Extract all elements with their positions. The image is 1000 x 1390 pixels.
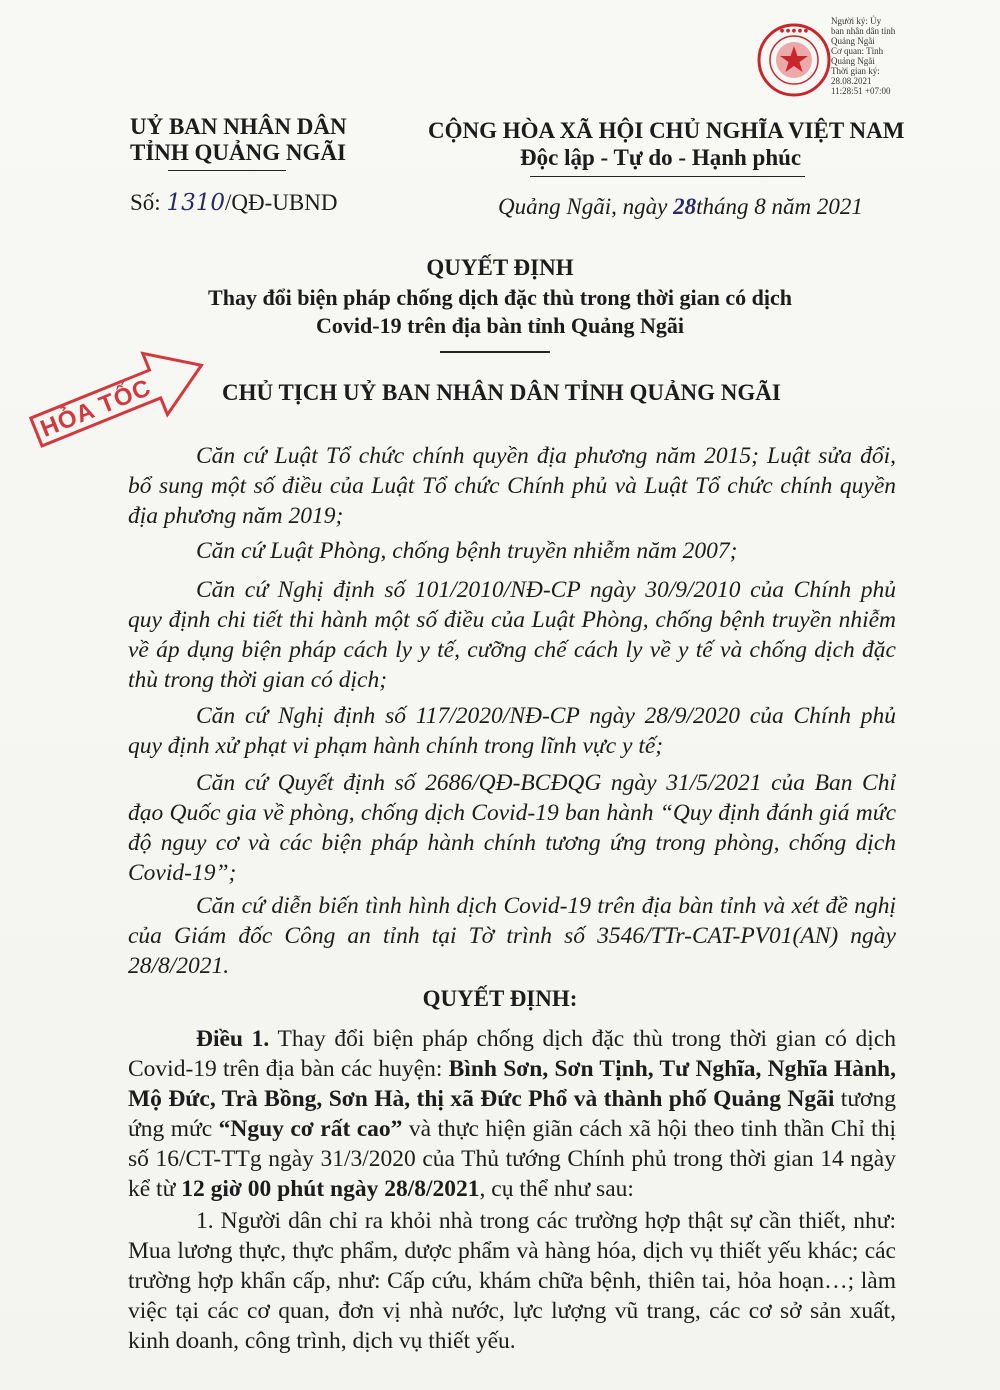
date-prefix: Quảng Ngãi, ngày bbox=[498, 194, 674, 219]
urgent-stamp-text: HỎA TỐC bbox=[36, 374, 156, 443]
article-1-risk-level: “Nguy cơ rất cao” bbox=[218, 1116, 403, 1142]
preamble-text: Căn cứ diễn biến tình hình dịch Covid-19 trên địa bàn tỉnh và xét đề nghị của Giám đốc Công an tỉnh tại Tờ trình số 3546/TTr-CAT-PV01(AN) ngày 28/8/2021. bbox=[128, 893, 896, 979]
document-date bbox=[498, 194, 863, 220]
number-handwritten: 1310 bbox=[166, 190, 225, 216]
preamble-text: Căn cứ Quyết định số 2686/QĐ-BCĐQG ngày 31/5/2021 của Ban Chỉ đạo Quốc gia về phòng, chống dịch Covid-19 ban hành “Quy định đánh giá mức độ nguy cơ và các biện pháp hành chính tương ứng trong phòng, chống dịch Covid-19”; bbox=[128, 770, 896, 886]
date-rest: tháng 8 năm 2021 bbox=[696, 194, 863, 219]
urgent-stamp bbox=[18, 344, 218, 454]
signature-meta-line: 11:28:51 +07:00 bbox=[831, 86, 891, 96]
decision-heading: QUYẾT ĐỊNH: bbox=[422, 986, 578, 1011]
signature-meta-line: ban nhân dân tỉnh bbox=[831, 26, 896, 36]
article-1-text: và thực hiện giãn cách xã hội theo tinh thần Chỉ thị số 16/CT-TTg ngày 31/3/2020 của Thủ tướng Chính phủ trong thời gian 14 ngày kể từ bbox=[128, 1116, 896, 1202]
preamble-text: Căn cứ Luật Tổ chức chính quyền địa phương năm 2015; Luật sửa đổi, bổ sung một số điều của Luật Tổ chức Chính phủ và Luật Tổ chức chính quyền địa phương năm 2019; bbox=[128, 443, 896, 529]
preamble-paragraph bbox=[128, 701, 896, 761]
motto-underline bbox=[530, 176, 805, 177]
preamble-paragraph bbox=[128, 536, 896, 566]
item-1-text: 1. Người dân chỉ ra khỏi nhà trong các trường hợp thật sự cần thiết, như: Mua lương thực, thực phẩm, dược phẩm và hàng hóa, dịch vụ thiết yếu khác; các trường hợp khẩn cấp, như: Cấp cứu, khám chữa bệnh, thiên tai, hỏa hoạn…; làm việc tại các cơ quan, đơn vị nhà nước, lực lượng vũ trang, các cơ sở sản xuất, kinh doanh, công trình, dịch vụ thiết yếu. bbox=[128, 1208, 896, 1354]
signature-meta-line: Quảng Ngãi bbox=[831, 36, 875, 46]
article-1-start-time: 12 giờ 00 phút ngày 28/8/2021 bbox=[181, 1176, 480, 1202]
article-1-text: tương ứng mức bbox=[128, 1086, 896, 1142]
number-prefix: Số: bbox=[130, 190, 167, 215]
article-1-districts: Bình Sơn, Sơn Tịnh, Tư Nghĩa, Nghĩa Hành, Mộ Đức, Trà Bồng, Sơn Hà, thị xã Đức Phổ và thành phố Quảng Ngãi bbox=[128, 1056, 896, 1112]
article-1-label: Điều 1. bbox=[196, 1026, 270, 1052]
preamble-paragraph bbox=[128, 891, 896, 981]
preamble-text: Căn cứ Nghị định số 101/2010/NĐ-CP ngày 30/9/2010 của Chính phủ quy định chi tiết thi hành một số điều của Luật Phòng, chống bệnh truyền nhiễm về áp dụng biện pháp cách ly y tế, cưỡng chế cách ly về y tế và chống dịch đặc thù trong thời gian có dịch; bbox=[128, 577, 896, 693]
preamble-text: Căn cứ Nghị định số 117/2020/NĐ-CP ngày 28/9/2020 của Chính phủ quy định xử phạt vi phạm hành chính trong lĩnh vực y tế; bbox=[128, 703, 896, 759]
signature-metadata bbox=[831, 16, 921, 96]
nation-title: CỘNG HÒA XÃ HỘI CHỦ NGHĨA VIỆT NAM bbox=[428, 118, 905, 143]
article-1-text: Thay đổi biện pháp chống dịch đặc thù trong thời gian có dịch Covid-19 trên địa bàn các huyện: bbox=[128, 1026, 897, 1082]
signature-meta-line: Thời gian ký: bbox=[831, 66, 880, 76]
number-suffix: /QĐ-UBND bbox=[224, 190, 338, 215]
agency-name-line1: UỶ BAN NHÂN DÂN bbox=[130, 114, 347, 139]
document-subtitle-line1: Thay đổi biện pháp chống dịch đặc thù trong thời gian có dịch bbox=[208, 285, 792, 310]
preamble-paragraph bbox=[128, 441, 896, 531]
svg-text:● ● ● ● ●: ● ● ● ● ● bbox=[779, 28, 809, 34]
title-underline bbox=[440, 351, 550, 353]
signature-meta-line: Quảng Ngãi bbox=[831, 56, 875, 66]
article-1-item-1 bbox=[128, 1206, 896, 1356]
date-day-handwritten: 28 bbox=[673, 194, 697, 219]
preamble-paragraph bbox=[128, 768, 896, 888]
signature-meta-line: Cơ quan: Tỉnh bbox=[831, 46, 884, 56]
document-number bbox=[130, 190, 337, 216]
signature-meta-line: Người ký: Ủy bbox=[831, 16, 882, 26]
article-1 bbox=[128, 1024, 896, 1204]
article-1-text: , cụ thể như sau: bbox=[479, 1176, 634, 1202]
preamble-text: Căn cứ Luật Phòng, chống bệnh truyền nhiễm năm 2007; bbox=[196, 538, 738, 564]
document-subtitle-line2: Covid-19 trên địa bàn tỉnh Quảng Ngãi bbox=[316, 313, 684, 338]
issuing-authority: CHỦ TỊCH UỶ BAN NHÂN DÂN TỈNH QUẢNG NGÃI bbox=[222, 380, 781, 405]
document-title: QUYẾT ĐỊNH bbox=[426, 255, 574, 280]
signature-meta-line: 28.08.2021 bbox=[831, 76, 872, 86]
preamble-paragraph bbox=[128, 575, 896, 695]
nation-motto: Độc lập - Tự do - Hạnh phúc bbox=[520, 145, 802, 170]
agency-name-line2: TỈNH QUẢNG NGÃI bbox=[130, 140, 346, 165]
seal-emblem-icon bbox=[756, 22, 832, 98]
agency-underline bbox=[168, 170, 286, 171]
